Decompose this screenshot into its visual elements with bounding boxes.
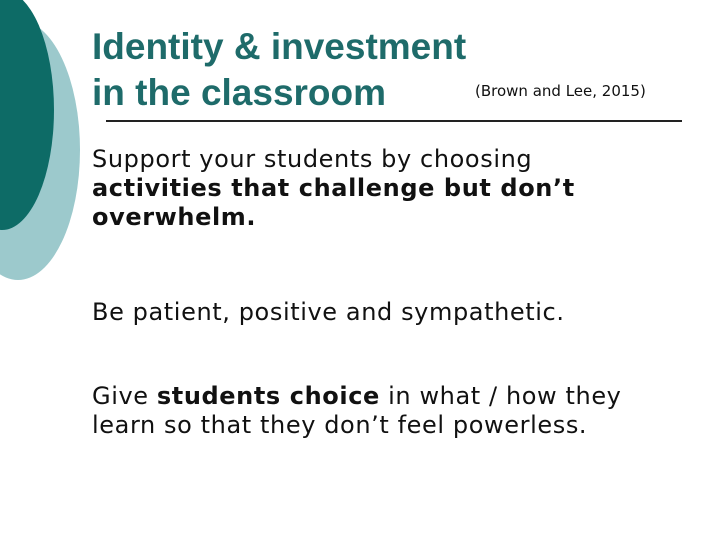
point-choice-bold: students choice (156, 382, 380, 410)
point-choice (92, 382, 662, 440)
slide-title (92, 24, 552, 116)
point-support-text: Support your students by choosing (92, 145, 533, 173)
point-support-bold: activities that challenge but don’t overwhelm. (92, 174, 575, 231)
point-choice-pre: Give (92, 382, 157, 410)
title-underline (106, 120, 682, 122)
point-support (92, 145, 662, 232)
point-patient: Be patient, positive and sympathetic. (92, 298, 565, 326)
citation: (Brown and Lee, 2015) (475, 82, 646, 100)
title-line-2: in the classroom (92, 72, 387, 113)
point-choice-post: in what / how they learn so that they don’t feel powerless. (92, 382, 622, 439)
title-line-1: Identity & investment (92, 26, 467, 67)
